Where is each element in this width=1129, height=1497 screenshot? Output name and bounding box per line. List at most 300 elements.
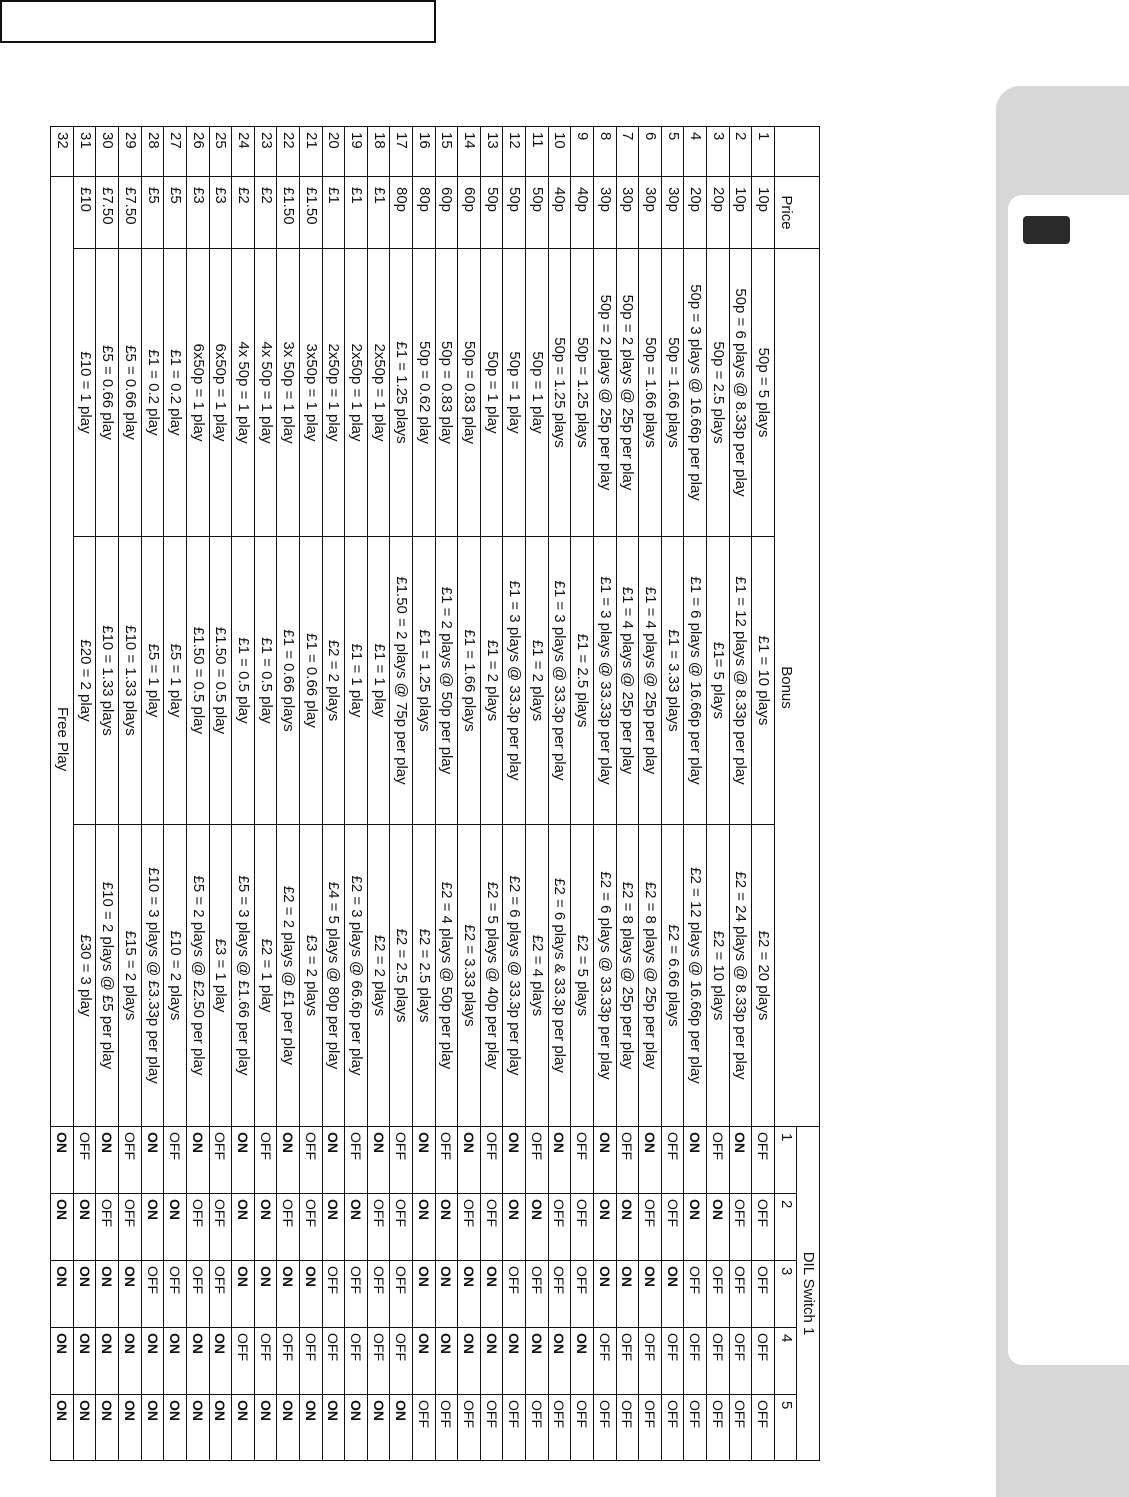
side-tab-page-panel bbox=[1008, 195, 1129, 1365]
table-row bbox=[186, 127, 209, 1461]
switch-1-cell: OFF bbox=[390, 1127, 413, 1194]
bonus-cell: £3 = 2 plays bbox=[299, 825, 322, 1127]
price-cell: 40p bbox=[548, 177, 571, 249]
bonus-cell: £2 = 3 plays @ 66.6p per play bbox=[345, 825, 368, 1127]
bonus-cell: £1 = 6 plays @ 16.66p per play bbox=[684, 537, 707, 825]
bonus-cell: £1 = 3 plays @ 33.3p per play bbox=[503, 537, 526, 825]
switch-2-cell: OFF bbox=[186, 1194, 209, 1261]
switch-number: 5 bbox=[774, 1395, 797, 1461]
price-cell: 50p bbox=[480, 177, 503, 249]
switch-4-cell: ON bbox=[186, 1328, 209, 1395]
bonus-cell: 50p = 5 plays bbox=[752, 249, 775, 537]
bonus-cell: £2 = 2.5 plays bbox=[413, 825, 436, 1127]
switch-4-cell: OFF bbox=[752, 1328, 775, 1395]
switch-5-cell: OFF bbox=[526, 1395, 549, 1461]
switch-4-cell: ON bbox=[96, 1328, 119, 1395]
bonus-cell: 4x 50p = 1 play bbox=[254, 249, 277, 537]
switch-2-cell: ON bbox=[503, 1194, 526, 1261]
switch-3-cell: ON bbox=[232, 1261, 255, 1328]
bonus-cell: £1 = 0.2 play bbox=[164, 249, 187, 537]
price-cell: £5 bbox=[164, 177, 187, 249]
switch-4-cell: ON bbox=[548, 1328, 571, 1395]
switch-5-cell: OFF bbox=[593, 1395, 616, 1461]
price-cell: 10p bbox=[729, 177, 752, 249]
price-cell: 10p bbox=[752, 177, 775, 249]
row-number-cell: 18 bbox=[367, 127, 390, 177]
switch-3-cell: OFF bbox=[164, 1261, 187, 1328]
bonus-cell: £1 = 10 plays bbox=[752, 537, 775, 825]
bonus-cell: £10 = 1.33 plays bbox=[96, 537, 119, 825]
switch-2-cell: ON bbox=[232, 1194, 255, 1261]
table-row bbox=[96, 127, 119, 1461]
table-row bbox=[232, 127, 255, 1461]
row-number-cell: 32 bbox=[51, 127, 74, 177]
row-number-cell: 8 bbox=[593, 127, 616, 177]
bonus-cell: £1 = 0.2 play bbox=[141, 249, 164, 537]
switch-3-cell: ON bbox=[458, 1261, 481, 1328]
bonus-cell: 50p = 0.83 play bbox=[435, 249, 458, 537]
switch-3-cell: ON bbox=[593, 1261, 616, 1328]
switch-1-cell: OFF bbox=[209, 1127, 232, 1194]
row-number-cell: 6 bbox=[639, 127, 662, 177]
switch-1-cell: OFF bbox=[254, 1127, 277, 1194]
switch-2-cell: ON bbox=[413, 1194, 436, 1261]
bonus-cell: £4 = 5 plays @ 80p per play bbox=[322, 825, 345, 1127]
row-number-cell: 5 bbox=[661, 127, 684, 177]
bonus-cell: £1 = 12 plays @ 8.33p per play bbox=[729, 537, 752, 825]
bonus-cell: £2 = 2 plays bbox=[367, 825, 390, 1127]
switch-5-cell: OFF bbox=[413, 1395, 436, 1461]
switch-4-cell: ON bbox=[73, 1328, 96, 1395]
free-play-cell: Free Play bbox=[51, 177, 74, 1127]
table-row bbox=[413, 127, 436, 1461]
bonus-cell: £1 = 2 plays @ 50p per play bbox=[435, 537, 458, 825]
price-cell: 80p bbox=[413, 177, 436, 249]
switch-1-cell: ON bbox=[458, 1127, 481, 1194]
bonus-cell: £2 = 8 plays @ 25p per play bbox=[616, 825, 639, 1127]
switch-5-cell: OFF bbox=[548, 1395, 571, 1461]
switch-3-cell: OFF bbox=[367, 1261, 390, 1328]
bonus-cell: £1 = 1.66 plays bbox=[458, 537, 481, 825]
switch-2-cell: OFF bbox=[571, 1194, 594, 1261]
switch-3-cell: OFF bbox=[752, 1261, 775, 1328]
switch-5-cell: OFF bbox=[706, 1395, 729, 1461]
switch-2-cell: OFF bbox=[367, 1194, 390, 1261]
bonus-cell: £1 = 2.5 plays bbox=[571, 537, 594, 825]
switch-2-cell: OFF bbox=[277, 1194, 300, 1261]
switch-5-cell: ON bbox=[322, 1395, 345, 1461]
table-row bbox=[367, 127, 390, 1461]
switch-4-cell: ON bbox=[141, 1328, 164, 1395]
switch-4-cell: ON bbox=[458, 1328, 481, 1395]
switch-3-cell: OFF bbox=[571, 1261, 594, 1328]
switch-1-cell: ON bbox=[277, 1127, 300, 1194]
row-number-cell: 1 bbox=[752, 127, 775, 177]
switch-3-cell: OFF bbox=[390, 1261, 413, 1328]
switch-5-cell: OFF bbox=[752, 1395, 775, 1461]
switch-4-cell: OFF bbox=[345, 1328, 368, 1395]
switch-4-cell: ON bbox=[209, 1328, 232, 1395]
switch-1-cell: ON bbox=[51, 1127, 74, 1194]
switch-5-cell: ON bbox=[277, 1395, 300, 1461]
switch-4-cell: OFF bbox=[390, 1328, 413, 1395]
table-row bbox=[119, 127, 142, 1461]
table-row bbox=[345, 127, 368, 1461]
switch-2-cell: OFF bbox=[390, 1194, 413, 1261]
switch-1-cell: OFF bbox=[526, 1127, 549, 1194]
switch-5-cell: OFF bbox=[503, 1395, 526, 1461]
header-box bbox=[0, 0, 436, 43]
bonus-header: Bonus bbox=[774, 249, 819, 1127]
switch-4-cell: OFF bbox=[322, 1328, 345, 1395]
switch-4-cell: ON bbox=[435, 1328, 458, 1395]
row-number-cell: 30 bbox=[96, 127, 119, 177]
bonus-cell: £10 = 2 plays @ £5 per play bbox=[96, 825, 119, 1127]
switch-number: 1 bbox=[774, 1127, 797, 1194]
switch-2-cell: OFF bbox=[752, 1194, 775, 1261]
table-row bbox=[593, 127, 616, 1461]
row-number-cell: 27 bbox=[164, 127, 187, 177]
bonus-cell: £15 = 2 plays bbox=[119, 825, 142, 1127]
price-cell: 20p bbox=[684, 177, 707, 249]
switch-2-cell: ON bbox=[616, 1194, 639, 1261]
bonus-cell: £2 = 3.33 plays bbox=[458, 825, 481, 1127]
bonus-cell: £2 = 6 plays @ 33.33p per play bbox=[593, 825, 616, 1127]
row-number-cell: 4 bbox=[684, 127, 707, 177]
switch-1-cell: OFF bbox=[164, 1127, 187, 1194]
bonus-cell: £1.50 = 0.5 play bbox=[209, 537, 232, 825]
switch-1-cell: ON bbox=[322, 1127, 345, 1194]
bonus-cell: £1 = 2 plays bbox=[526, 537, 549, 825]
switch-1-cell: ON bbox=[367, 1127, 390, 1194]
rotated-table-container bbox=[50, 126, 820, 1460]
price-cell: £7.50 bbox=[119, 177, 142, 249]
table-row bbox=[73, 127, 96, 1461]
table-row bbox=[639, 127, 662, 1461]
switch-5-cell: OFF bbox=[458, 1395, 481, 1461]
switch-2-cell: ON bbox=[141, 1194, 164, 1261]
switch-2-cell: OFF bbox=[209, 1194, 232, 1261]
switch-1-cell: ON bbox=[503, 1127, 526, 1194]
price-cell: £1 bbox=[345, 177, 368, 249]
bonus-cell: £2 = 12 plays @ 16.66p per play bbox=[684, 825, 707, 1127]
row-number-cell: 26 bbox=[186, 127, 209, 177]
switch-3-cell: ON bbox=[73, 1261, 96, 1328]
table-row bbox=[209, 127, 232, 1461]
bonus-cell: 50p = 1 play bbox=[480, 249, 503, 537]
price-cell: 80p bbox=[390, 177, 413, 249]
bonus-cell: £2 = 4 plays @ 50p per play bbox=[435, 825, 458, 1127]
switch-number: 3 bbox=[774, 1261, 797, 1328]
switch-5-cell: ON bbox=[186, 1395, 209, 1461]
table-row bbox=[661, 127, 684, 1461]
row-number-cell: 2 bbox=[729, 127, 752, 177]
table-row bbox=[390, 127, 413, 1461]
switch-4-cell: ON bbox=[526, 1328, 549, 1395]
price-cell: £1 bbox=[367, 177, 390, 249]
bonus-cell: £1 = 4 plays @ 25p per play bbox=[616, 537, 639, 825]
bonus-cell: £2 = 24 plays @ 8.33p per play bbox=[729, 825, 752, 1127]
switch-1-cell: ON bbox=[593, 1127, 616, 1194]
bonus-cell: £1 = 3.33 plays bbox=[661, 537, 684, 825]
price-cell: 50p bbox=[526, 177, 549, 249]
bonus-cell: £2 = 2 plays @ £1 per play bbox=[277, 825, 300, 1127]
bonus-cell: 6x50p = 1 play bbox=[186, 249, 209, 537]
price-settings-table bbox=[50, 126, 820, 1461]
switch-5-cell: OFF bbox=[571, 1395, 594, 1461]
bonus-cell: £1 = 4 plays @ 25p per play bbox=[639, 537, 662, 825]
table-row bbox=[729, 127, 752, 1461]
switch-1-cell: OFF bbox=[345, 1127, 368, 1194]
switch-3-cell: OFF bbox=[526, 1261, 549, 1328]
row-number-cell: 31 bbox=[73, 127, 96, 177]
bonus-cell: £1 = 3 plays @ 33.3p per play bbox=[548, 537, 571, 825]
switch-4-cell: ON bbox=[51, 1328, 74, 1395]
switch-3-cell: ON bbox=[119, 1261, 142, 1328]
switch-2-cell: ON bbox=[526, 1194, 549, 1261]
bonus-cell: £1 = 2 plays bbox=[480, 537, 503, 825]
switch-2-cell: OFF bbox=[639, 1194, 662, 1261]
table-row bbox=[503, 127, 526, 1461]
bonus-cell: £10 = 1.33 plays bbox=[119, 537, 142, 825]
price-cell: 30p bbox=[616, 177, 639, 249]
switch-4-cell: OFF bbox=[232, 1328, 255, 1395]
switch-5-cell: ON bbox=[164, 1395, 187, 1461]
table-row bbox=[435, 127, 458, 1461]
row-number-cell: 9 bbox=[571, 127, 594, 177]
table-row bbox=[752, 127, 775, 1461]
switch-5-cell: OFF bbox=[616, 1395, 639, 1461]
table-row bbox=[684, 127, 707, 1461]
price-cell: £1 bbox=[322, 177, 345, 249]
bonus-cell: 4x 50p = 1 play bbox=[232, 249, 255, 537]
switch-3-cell: ON bbox=[254, 1261, 277, 1328]
table-row bbox=[526, 127, 549, 1461]
bonus-cell: £2 = 5 plays @ 40p per play bbox=[480, 825, 503, 1127]
switch-5-cell: ON bbox=[232, 1395, 255, 1461]
switch-3-cell: OFF bbox=[186, 1261, 209, 1328]
switch-1-cell: OFF bbox=[299, 1127, 322, 1194]
bonus-cell: 50p = 1.66 plays bbox=[661, 249, 684, 537]
bonus-cell: 50p = 1.25 plays bbox=[571, 249, 594, 537]
bonus-cell: £1 = 1.25 plays bbox=[390, 249, 413, 537]
switch-4-cell: OFF bbox=[277, 1328, 300, 1395]
row-number-cell: 3 bbox=[706, 127, 729, 177]
bonus-cell: 2x50p = 1 play bbox=[345, 249, 368, 537]
switch-3-cell: OFF bbox=[209, 1261, 232, 1328]
bonus-cell: £10 = 2 plays bbox=[164, 825, 187, 1127]
price-cell: £5 bbox=[141, 177, 164, 249]
switch-5-cell: ON bbox=[96, 1395, 119, 1461]
table-row bbox=[299, 127, 322, 1461]
switch-3-cell: OFF bbox=[503, 1261, 526, 1328]
switch-2-cell: ON bbox=[254, 1194, 277, 1261]
switch-4-cell: OFF bbox=[706, 1328, 729, 1395]
switch-5-cell: ON bbox=[51, 1395, 74, 1461]
price-cell: £3 bbox=[209, 177, 232, 249]
bonus-cell: £2 = 2 plays bbox=[322, 537, 345, 825]
switch-1-cell: ON bbox=[232, 1127, 255, 1194]
price-cell: £2 bbox=[232, 177, 255, 249]
bonus-cell: £1.50 = 2 plays @ 75p per play bbox=[390, 537, 413, 825]
table-row bbox=[164, 127, 187, 1461]
section-tab-marker bbox=[1023, 216, 1070, 244]
row-number-cell: 21 bbox=[299, 127, 322, 177]
bonus-cell: £1 = 1 play bbox=[367, 537, 390, 825]
switch-4-cell: ON bbox=[413, 1328, 436, 1395]
switch-4-cell: ON bbox=[119, 1328, 142, 1395]
switch-3-cell: ON bbox=[413, 1261, 436, 1328]
bonus-cell: £1.50 = 0.5 play bbox=[186, 537, 209, 825]
bonus-cell: £1 = 0.66 plays bbox=[277, 537, 300, 825]
switch-2-cell: ON bbox=[73, 1194, 96, 1261]
switch-5-cell: OFF bbox=[729, 1395, 752, 1461]
row-number-cell: 15 bbox=[435, 127, 458, 177]
table-row bbox=[571, 127, 594, 1461]
table-row bbox=[706, 127, 729, 1461]
row-number-cell: 20 bbox=[322, 127, 345, 177]
header-row bbox=[797, 127, 820, 1461]
header-index-cell bbox=[774, 127, 819, 177]
switch-5-cell: ON bbox=[367, 1395, 390, 1461]
switch-5-cell: OFF bbox=[661, 1395, 684, 1461]
table-row bbox=[458, 127, 481, 1461]
switch-5-cell: ON bbox=[209, 1395, 232, 1461]
price-cell: £1.50 bbox=[299, 177, 322, 249]
bonus-cell: 3x50p = 1 play bbox=[299, 249, 322, 537]
row-number-cell: 12 bbox=[503, 127, 526, 177]
bonus-cell: £2 = 1 play bbox=[254, 825, 277, 1127]
row-number-cell: 17 bbox=[390, 127, 413, 177]
bonus-cell: 3x 50p = 1 play bbox=[277, 249, 300, 537]
switch-1-cell: ON bbox=[413, 1127, 436, 1194]
switch-2-cell: OFF bbox=[661, 1194, 684, 1261]
table-row bbox=[254, 127, 277, 1461]
switch-1-cell: ON bbox=[141, 1127, 164, 1194]
row-number-cell: 25 bbox=[209, 127, 232, 177]
row-number-cell: 16 bbox=[413, 127, 436, 177]
table-row bbox=[141, 127, 164, 1461]
row-number-cell: 19 bbox=[345, 127, 368, 177]
bonus-cell: £2 = 8 plays @ 25p per play bbox=[639, 825, 662, 1127]
bonus-cell: £10 = 1 play bbox=[73, 249, 96, 537]
switch-4-cell: OFF bbox=[367, 1328, 390, 1395]
switch-1-cell: OFF bbox=[571, 1127, 594, 1194]
bonus-cell: 50p = 1.66 plays bbox=[639, 249, 662, 537]
switch-1-cell: ON bbox=[639, 1127, 662, 1194]
bonus-cell: £5 = 1 play bbox=[164, 537, 187, 825]
switch-4-cell: OFF bbox=[639, 1328, 662, 1395]
price-cell: 30p bbox=[593, 177, 616, 249]
switch-2-cell: ON bbox=[322, 1194, 345, 1261]
switch-5-cell: ON bbox=[345, 1395, 368, 1461]
switch-4-cell: ON bbox=[571, 1328, 594, 1395]
price-cell: 60p bbox=[435, 177, 458, 249]
bonus-cell: £1= 5 plays bbox=[706, 537, 729, 825]
bonus-cell: £30 = 3 play bbox=[73, 825, 96, 1127]
row-number-cell: 10 bbox=[548, 127, 571, 177]
switch-3-cell: ON bbox=[480, 1261, 503, 1328]
row-number-cell: 28 bbox=[141, 127, 164, 177]
bonus-cell: £1 = 0.5 play bbox=[254, 537, 277, 825]
bonus-cell: £1 = 1.25 plays bbox=[413, 537, 436, 825]
switch-2-cell: ON bbox=[435, 1194, 458, 1261]
bonus-cell: 6x50p = 1 play bbox=[209, 249, 232, 537]
bonus-cell: 50p = 1.25 plays bbox=[548, 249, 571, 537]
bonus-cell: £2 = 4 plays bbox=[526, 825, 549, 1127]
bonus-cell: 2x50p = 1 play bbox=[322, 249, 345, 537]
switch-1-cell: OFF bbox=[616, 1127, 639, 1194]
price-cell: £3 bbox=[186, 177, 209, 249]
switch-3-cell: OFF bbox=[729, 1261, 752, 1328]
switch-5-cell: ON bbox=[141, 1395, 164, 1461]
table-row bbox=[548, 127, 571, 1461]
switch-4-cell: OFF bbox=[661, 1328, 684, 1395]
price-cell: £2 bbox=[254, 177, 277, 249]
switch-2-cell: ON bbox=[593, 1194, 616, 1261]
switch-4-cell: ON bbox=[503, 1328, 526, 1395]
switch-3-cell: OFF bbox=[345, 1261, 368, 1328]
switch-2-cell: ON bbox=[706, 1194, 729, 1261]
bonus-cell: £1 = 1 play bbox=[345, 537, 368, 825]
price-cell: 30p bbox=[639, 177, 662, 249]
bonus-cell: £5 = 0.66 play bbox=[119, 249, 142, 537]
switch-5-cell: ON bbox=[119, 1395, 142, 1461]
price-cell: 30p bbox=[661, 177, 684, 249]
bonus-cell: £20 = 2 play bbox=[73, 537, 96, 825]
table-row bbox=[51, 127, 74, 1461]
switch-2-cell: OFF bbox=[480, 1194, 503, 1261]
switch-2-cell: OFF bbox=[548, 1194, 571, 1261]
switch-1-cell: ON bbox=[186, 1127, 209, 1194]
bonus-cell: 50p = 2 plays @ 25p per play bbox=[593, 249, 616, 537]
switch-3-cell: ON bbox=[435, 1261, 458, 1328]
switch-1-cell: ON bbox=[684, 1127, 707, 1194]
bonus-cell: £2 = 6.66 plays bbox=[661, 825, 684, 1127]
price-cell: £1.50 bbox=[277, 177, 300, 249]
bonus-cell: £5 = 2 plays @ £2.50 per play bbox=[186, 825, 209, 1127]
price-cell: 20p bbox=[706, 177, 729, 249]
bonus-cell: 50p = 3 plays @ 16.66p per play bbox=[684, 249, 707, 537]
switch-3-cell: ON bbox=[299, 1261, 322, 1328]
switch-1-cell: ON bbox=[729, 1127, 752, 1194]
switch-1-cell: OFF bbox=[480, 1127, 503, 1194]
bonus-cell: £1 = 0.66 play bbox=[299, 537, 322, 825]
switch-5-cell: ON bbox=[73, 1395, 96, 1461]
bonus-cell: 50p = 1 play bbox=[503, 249, 526, 537]
switch-2-cell: ON bbox=[164, 1194, 187, 1261]
switch-3-cell: ON bbox=[96, 1261, 119, 1328]
switch-3-cell: OFF bbox=[141, 1261, 164, 1328]
switch-number: 2 bbox=[774, 1194, 797, 1261]
switch-5-cell: OFF bbox=[684, 1395, 707, 1461]
dil-switch-header: DIL Switch 1 bbox=[797, 1127, 820, 1461]
switch-1-cell: OFF bbox=[661, 1127, 684, 1194]
bonus-cell: 50p = 6 plays @ 8.33p per play bbox=[729, 249, 752, 537]
bonus-cell: 2x50p = 1 play bbox=[367, 249, 390, 537]
switch-5-cell: ON bbox=[299, 1395, 322, 1461]
row-number-cell: 23 bbox=[254, 127, 277, 177]
table-row bbox=[616, 127, 639, 1461]
switch-1-cell: OFF bbox=[752, 1127, 775, 1194]
switch-number: 4 bbox=[774, 1328, 797, 1395]
price-cell: 40p bbox=[571, 177, 594, 249]
bonus-cell: £2 = 5 plays bbox=[571, 825, 594, 1127]
price-cell: 50p bbox=[503, 177, 526, 249]
bonus-cell: 50p = 1 play bbox=[526, 249, 549, 537]
row-number-cell: 24 bbox=[232, 127, 255, 177]
bonus-cell: £2 = 20 plays bbox=[752, 825, 775, 1127]
